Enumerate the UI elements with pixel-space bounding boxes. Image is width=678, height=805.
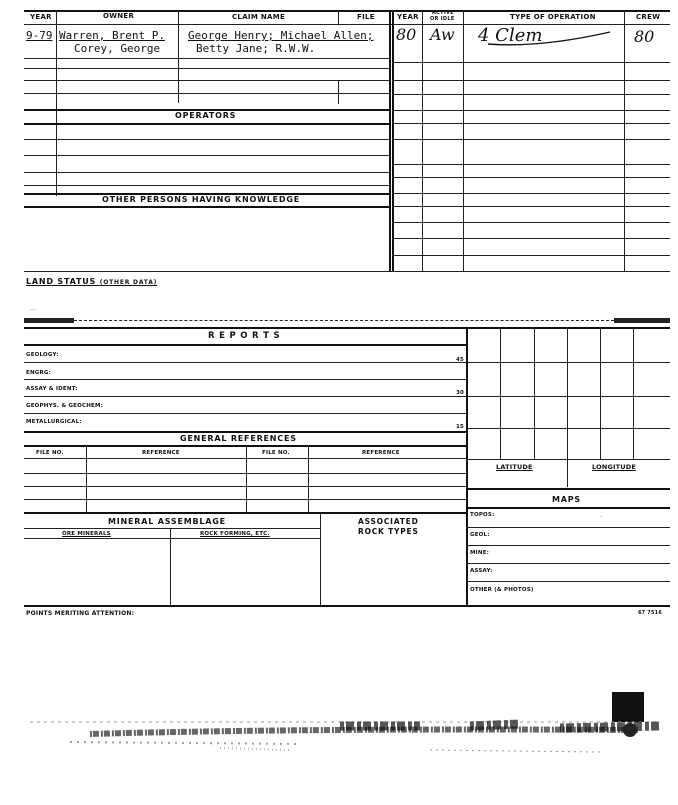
- land-status-label: LAND STATUS: [26, 277, 97, 286]
- maps-mine: MINE:: [470, 550, 490, 556]
- separator-left-mark: [24, 318, 74, 323]
- row1-type-handwritten: 4 Clem: [478, 25, 543, 46]
- report-geophys: GEOPHYS. & GEOCHEM:: [26, 403, 104, 409]
- report-assay: ASSAY & IDENT:: [26, 386, 78, 392]
- longitude-label: LONGITUDE: [592, 463, 636, 471]
- row1-owner-line2: Corey, George: [74, 42, 161, 55]
- header-active-bottom: OR IDLE: [430, 16, 455, 22]
- ref-reference-1: REFERENCE: [142, 450, 180, 456]
- maps-geol: GEOL:: [470, 532, 490, 538]
- associated-rock-types-1: ASSOCIATED: [358, 517, 419, 526]
- land-status-sub: (OTHER DATA): [99, 279, 158, 286]
- report-num-15: 15: [456, 424, 465, 430]
- row1-active-handwritten: Aw: [430, 25, 455, 44]
- row1-year: 9-79: [26, 29, 53, 42]
- report-num-45: 45: [456, 357, 465, 363]
- header-type-operation: TYPE OF OPERATION: [510, 13, 596, 21]
- maps-topos-mark: ·: [600, 514, 602, 521]
- report-geology: GEOLOGY:: [26, 352, 59, 358]
- header-crew: CREW: [636, 13, 661, 21]
- points-attention-label: POINTS MERITING ATTENTION:: [26, 610, 135, 617]
- header-year: YEAR: [30, 13, 52, 21]
- header-owner: OWNER: [103, 12, 135, 20]
- row1-claim-line1: George Henry; Michael Allen;: [188, 29, 374, 42]
- ref-file-no-1: FILE NO.: [36, 450, 64, 456]
- land-status-dots: ...: [30, 305, 36, 312]
- other-persons-heading: OTHER PERSONS HAVING KNOWLEDGE: [102, 195, 300, 204]
- form-number: 67 7516: [638, 610, 663, 616]
- row1-crew-handwritten: 80: [634, 27, 655, 46]
- report-num-30: 30: [456, 390, 465, 396]
- report-engrg: ENGRG:: [26, 370, 52, 376]
- type-underline-stroke: [470, 28, 620, 50]
- row1-year2-handwritten: 80: [396, 25, 417, 44]
- maps-other: OTHER (& PHOTOS): [470, 587, 534, 593]
- header-file: FILE: [357, 13, 375, 21]
- land-status-heading: [26, 277, 157, 286]
- header-year2: YEAR: [397, 13, 419, 21]
- header-claim-name: CLAIM NAME: [232, 13, 286, 21]
- maps-topos: TOPOS:: [470, 512, 495, 518]
- reports-heading: R E P O R T S: [208, 331, 281, 341]
- scan-noise-band: [0, 690, 678, 770]
- header-active-top: ACTIVE: [432, 10, 454, 16]
- maps-heading: MAPS: [552, 495, 581, 504]
- ref-file-no-2: FILE NO.: [262, 450, 290, 456]
- separator-right-mark: [614, 318, 670, 323]
- latitude-label: LATITUDE: [496, 463, 533, 471]
- mineral-assemblage-heading: MINERAL ASSEMBLAGE: [108, 517, 226, 526]
- maps-assay: ASSAY:: [470, 568, 493, 574]
- ore-minerals-label: ORE MINERALS: [62, 531, 111, 537]
- rock-forming-label: ROCK FORMING, ETC.: [200, 531, 270, 537]
- ref-reference-2: REFERENCE: [362, 450, 400, 456]
- row1-owner-line1: Warren, Brent P.: [59, 29, 165, 42]
- row1-claim-line2: Betty Jane; R.W.W.: [196, 42, 316, 55]
- general-references-heading: GENERAL REFERENCES: [180, 434, 297, 443]
- associated-rock-types-2: ROCK TYPES: [358, 527, 419, 536]
- report-metallurgical: METALLURGICAL:: [26, 419, 82, 425]
- operators-heading: OPERATORS: [175, 111, 237, 120]
